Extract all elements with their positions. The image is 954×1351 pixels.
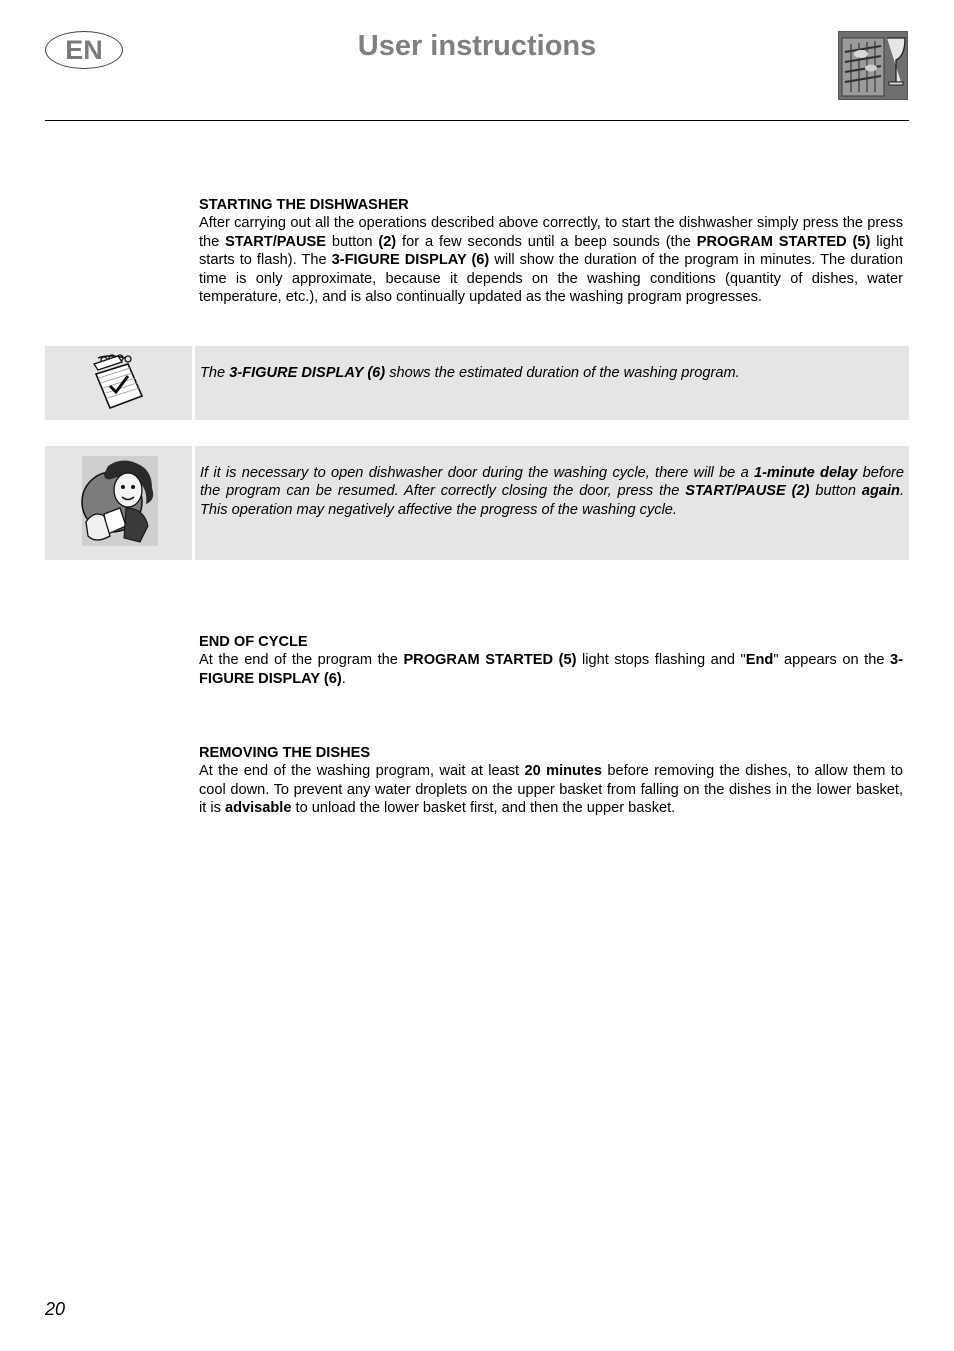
notepad-checkmark-icon <box>88 350 150 417</box>
note-display <box>45 346 909 420</box>
end-cycle-section <box>199 633 903 688</box>
end-cycle-heading: END OF CYCLE <box>199 634 308 650</box>
cartoon-woman-icon <box>74 452 164 555</box>
note-display-text: The 3-FIGURE DISPLAY (6) shows the estimated duration of the washing program. <box>195 346 909 420</box>
removing-heading: REMOVING THE DISHES <box>199 745 371 761</box>
starting-section <box>199 196 903 306</box>
removing-paragraph: At the end of the washing program, wait at least 20 minutes before removing the dishes, to allow them to cool down. To prevent any water droplets on the upper basket from falling on the dishes in the lower basket, it is advisable to unload the lower basket first, and then the upper basket. <box>199 763 903 817</box>
starting-paragraph: After carrying out all the operations described above correctly, to start the dishwasher simply press the press the START/PAUSE button (2) for a few seconds until a beep sounds (the PROGRAM STARTED (5) light starts to flash). The 3-FIGURE DISPLAY (6) will show the duration of the program in minutes. The duration time is only approximate, because it depends on the washing conditions (quantity of dishes, water temperature, etc.), and is also continually updated as the washing program progresses. <box>199 215 904 306</box>
end-cycle-paragraph: At the end of the program the PROGRAM STARTED (5) light stops flashing and "End" appears on the 3-FIGURE DISPLAY (6). <box>199 652 903 687</box>
starting-heading: STARTING THE DISHWASHER <box>199 197 409 213</box>
language-badge: EN <box>45 31 123 69</box>
page-title: User instructions <box>357 30 597 62</box>
note-door <box>45 446 909 560</box>
page-number: 20 <box>45 1299 66 1319</box>
removing-section <box>199 744 903 818</box>
header-divider <box>45 120 909 121</box>
dishwasher-rack-icon <box>838 31 908 100</box>
note-door-text: If it is necessary to open dishwasher door during the washing cycle, there will be a 1-minute delay before the program can be resumed. After correctly closing the door, press the START/PAUSE (2) button again. This operation may negatively affective the progress of the washing cycle. <box>195 446 909 560</box>
